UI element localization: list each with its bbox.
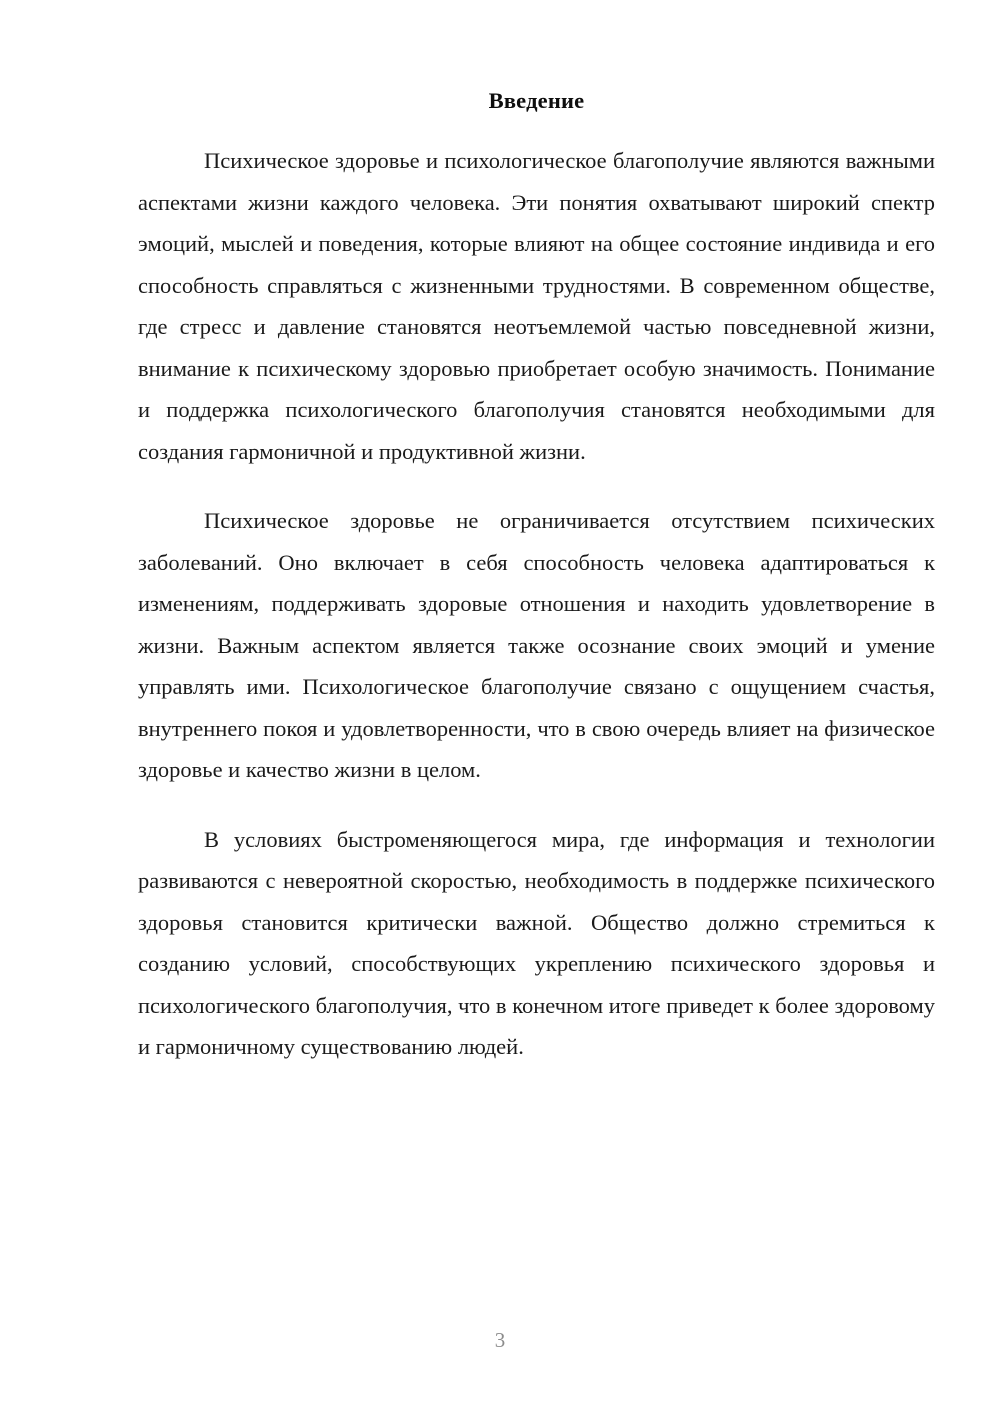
body-paragraph: Психическое здоровье и психологическое благополучие являются важными аспектами жизни каждого человека. Эти понятия охватывают широкий спектр эмоций, мыслей и поведения, которые влияют на общее состояние индивида и его способность справляться с жизненными трудностями. В современном обществе, где стресс и давление становятся неотъемлемой частью повседневной жизни, внимание к психическому здоровью приобретает особую значимость. Понимание и поддержка психологического благополучия становятся необходимыми для создания гармоничной и продуктивной жизни. [138, 148, 935, 464]
body-paragraph: В условиях быстроменяющегося мира, где информация и технологии развиваются с невероятной скоростью, необходимость в поддержке психического здоровья становится критически важной. Общество должно стремиться к созданию условий, способствующих укреплению психического здоровья и психологического благополучия, что в конечном итоге приведет к более здоровому и гармоничному существованию людей. [138, 826, 935, 1059]
page-content [138, 88, 935, 1068]
page-title: Введение [488, 88, 585, 113]
page-number: 3 [494, 1328, 506, 1352]
body-paragraph: Психическое здоровье не ограничивается отсутствием психических заболеваний. Оно включает в себя способность человека адаптироваться к изменениям, поддерживать здоровые отношения и находить удовлетворение в жизни. Важным аспектом является также осознание своих эмоций и умение управлять ими. Психологическое благополучие связано с ощущением счастья, внутреннего покоя и удовлетворенности, что в свою очередь влияет на физическое здоровье и качество жизни в целом. [138, 508, 935, 782]
